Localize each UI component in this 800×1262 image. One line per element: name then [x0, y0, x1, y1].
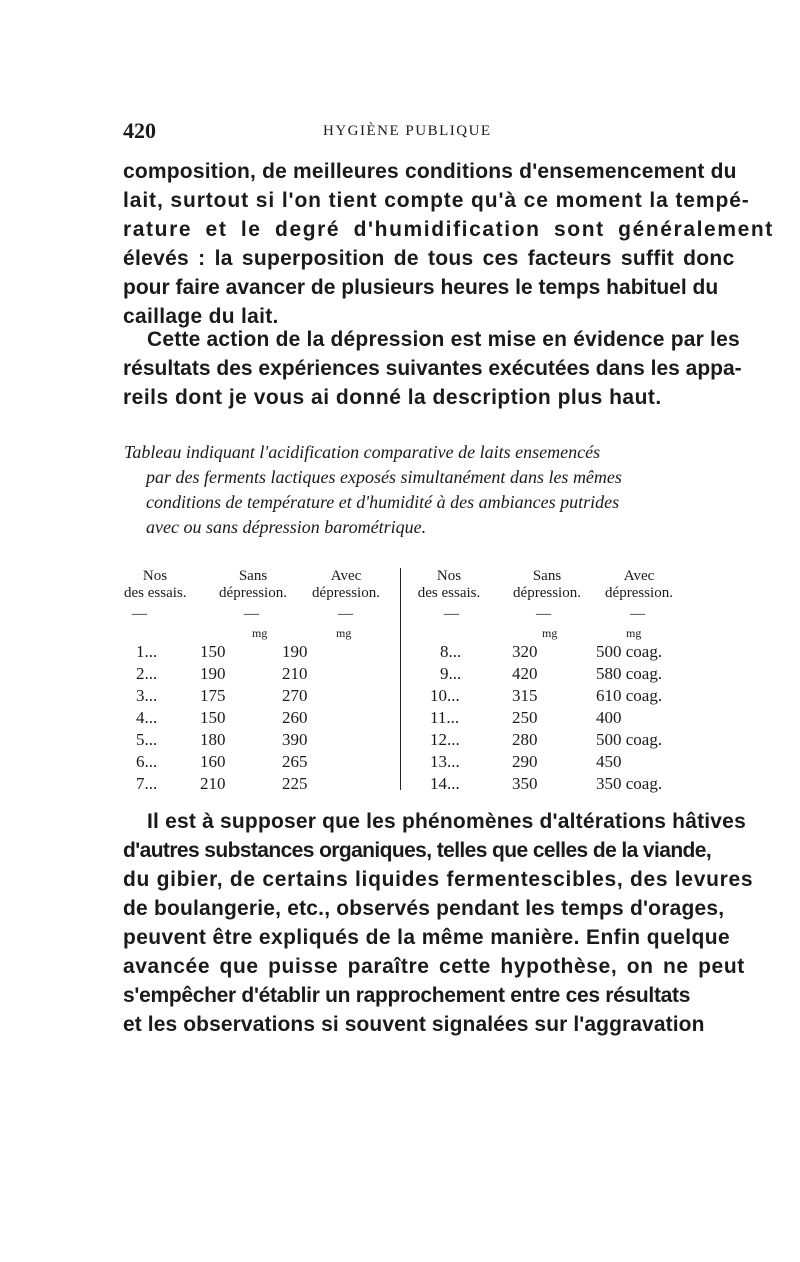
table-caption	[124, 440, 684, 540]
table-cell: 9...	[440, 664, 462, 683]
table-cell: 350 coag.	[596, 774, 663, 793]
text-line: rature et le degré d'humidification sont généralement	[123, 218, 774, 241]
dash: —	[132, 606, 147, 622]
unit-label: mg	[336, 626, 352, 640]
table-cell: 320	[512, 642, 538, 661]
table-cell: 150	[200, 708, 226, 727]
table-cell: 1...	[136, 642, 158, 661]
dash: —	[444, 606, 459, 622]
header-sans-right: Sans dépression.	[513, 568, 581, 601]
dash: —	[536, 606, 551, 622]
text-line: peuvent être expliqués de la même manière. Enfin quelque	[123, 926, 731, 949]
table-cell: 500 coag.	[596, 730, 663, 749]
table-cell: 150	[200, 642, 226, 661]
table-cell: 160	[200, 752, 226, 771]
header-sans: Sans dépression.	[219, 568, 287, 601]
table-cell: 190	[200, 664, 226, 683]
table-cell: 180	[200, 730, 226, 749]
text-line: caillage du lait.	[123, 305, 279, 328]
table-cell: 4...	[136, 708, 158, 727]
table-cell: 420	[512, 664, 538, 683]
header-nos-right: Nos des essais.	[417, 568, 481, 601]
caption-line: avec ou sans dépression barométrique.	[146, 517, 427, 537]
header-avec: Avec dépression.	[312, 568, 380, 601]
table-cell: 6...	[136, 752, 158, 771]
table-cell: 8...	[440, 642, 462, 661]
text-line: s'empêcher d'établir un rapprochement entre ces résultats	[123, 984, 691, 1007]
text-line: du gibier, de certains liquides fermentescibles, des levures	[123, 868, 754, 891]
table-cell: 210	[282, 664, 308, 683]
table-cell: 11...	[430, 708, 460, 727]
caption-line: Tableau indiquant l'acidification comparative de laits ensemencés	[124, 442, 601, 462]
caption-line: par des ferments lactiques exposés simultanément dans les mêmes	[146, 467, 622, 487]
paragraph-1	[123, 157, 774, 331]
table-cell: 280	[512, 730, 538, 749]
table-cell: 580 coag.	[596, 664, 663, 683]
table-cell: 13...	[430, 752, 460, 771]
dash: —	[244, 606, 259, 622]
table-cell: 400	[596, 708, 622, 727]
table-cell: 390	[282, 730, 308, 749]
table-cell: 260	[282, 708, 308, 727]
text-line: avancée que puisse paraître cette hypothèse, on ne peut	[123, 955, 745, 978]
text-line: pour faire avancer de plusieurs heures le temps habituel du	[123, 276, 719, 299]
table-cell: 290	[512, 752, 538, 771]
results-table	[124, 568, 684, 793]
table-cell: 3...	[136, 686, 158, 705]
unit-label: mg	[542, 626, 558, 640]
table-cell: 265	[282, 752, 308, 771]
caption-line: conditions de température et d'humidité à des ambiances putrides	[146, 492, 620, 512]
table-cell: 175	[200, 686, 226, 705]
table-cell: 10...	[430, 686, 460, 705]
table-cell: 610 coag.	[596, 686, 663, 705]
text-line: élevés : la superposition de tous ces facteurs suffit donc	[123, 247, 735, 270]
table-cell: 7...	[136, 774, 158, 793]
text-line: reils dont je vous ai donné la description plus haut.	[123, 386, 662, 409]
text-line: résultats des expériences suivantes exécutées dans les appa-	[123, 357, 742, 380]
table-cell: 270	[282, 686, 308, 705]
unit-label: mg	[626, 626, 642, 640]
header-nos: Nos des essais.	[124, 568, 187, 601]
table-cell: 210	[200, 774, 226, 793]
table-cell: 250	[512, 708, 538, 727]
table-cell: 500 coag.	[596, 642, 663, 661]
text-line: d'autres substances organiques, telles que celles de la viande,	[123, 839, 712, 862]
text-line: de boulangerie, etc., observés pendant les temps d'orages,	[123, 897, 725, 920]
text-line: lait, surtout si l'on tient compte qu'à ce moment la tempé-	[123, 189, 750, 212]
running-head: HYGIÈNE PUBLIQUE	[323, 123, 492, 139]
table-cell: 450	[596, 752, 622, 771]
header-avec-right: Avec dépression.	[605, 568, 673, 601]
text-line: Il est à supposer que les phénomènes d'altérations hâtives	[147, 810, 746, 833]
page-number: 420	[123, 118, 156, 143]
table-cell: 350	[512, 774, 538, 793]
paragraph-2	[123, 325, 742, 412]
table-cell: 14...	[430, 774, 460, 793]
table-cell: 190	[282, 642, 308, 661]
table-cell: 2...	[136, 664, 158, 683]
dash: —	[630, 606, 645, 622]
text-line: composition, de meilleures conditions d'ensemencement du	[123, 160, 737, 183]
table-cell: 5...	[136, 730, 158, 749]
text-line: Cette action de la dépression est mise en évidence par les	[147, 328, 740, 351]
table-cell: 315	[512, 686, 538, 705]
table-cell: 225	[282, 774, 308, 793]
dash: —	[338, 606, 353, 622]
page-header	[123, 118, 679, 148]
paragraph-3	[123, 807, 754, 1039]
unit-label: mg	[252, 626, 268, 640]
text-line: et les observations si souvent signalées sur l'aggravation	[123, 1013, 705, 1036]
column-divider	[400, 568, 401, 790]
table-cell: 12...	[430, 730, 460, 749]
